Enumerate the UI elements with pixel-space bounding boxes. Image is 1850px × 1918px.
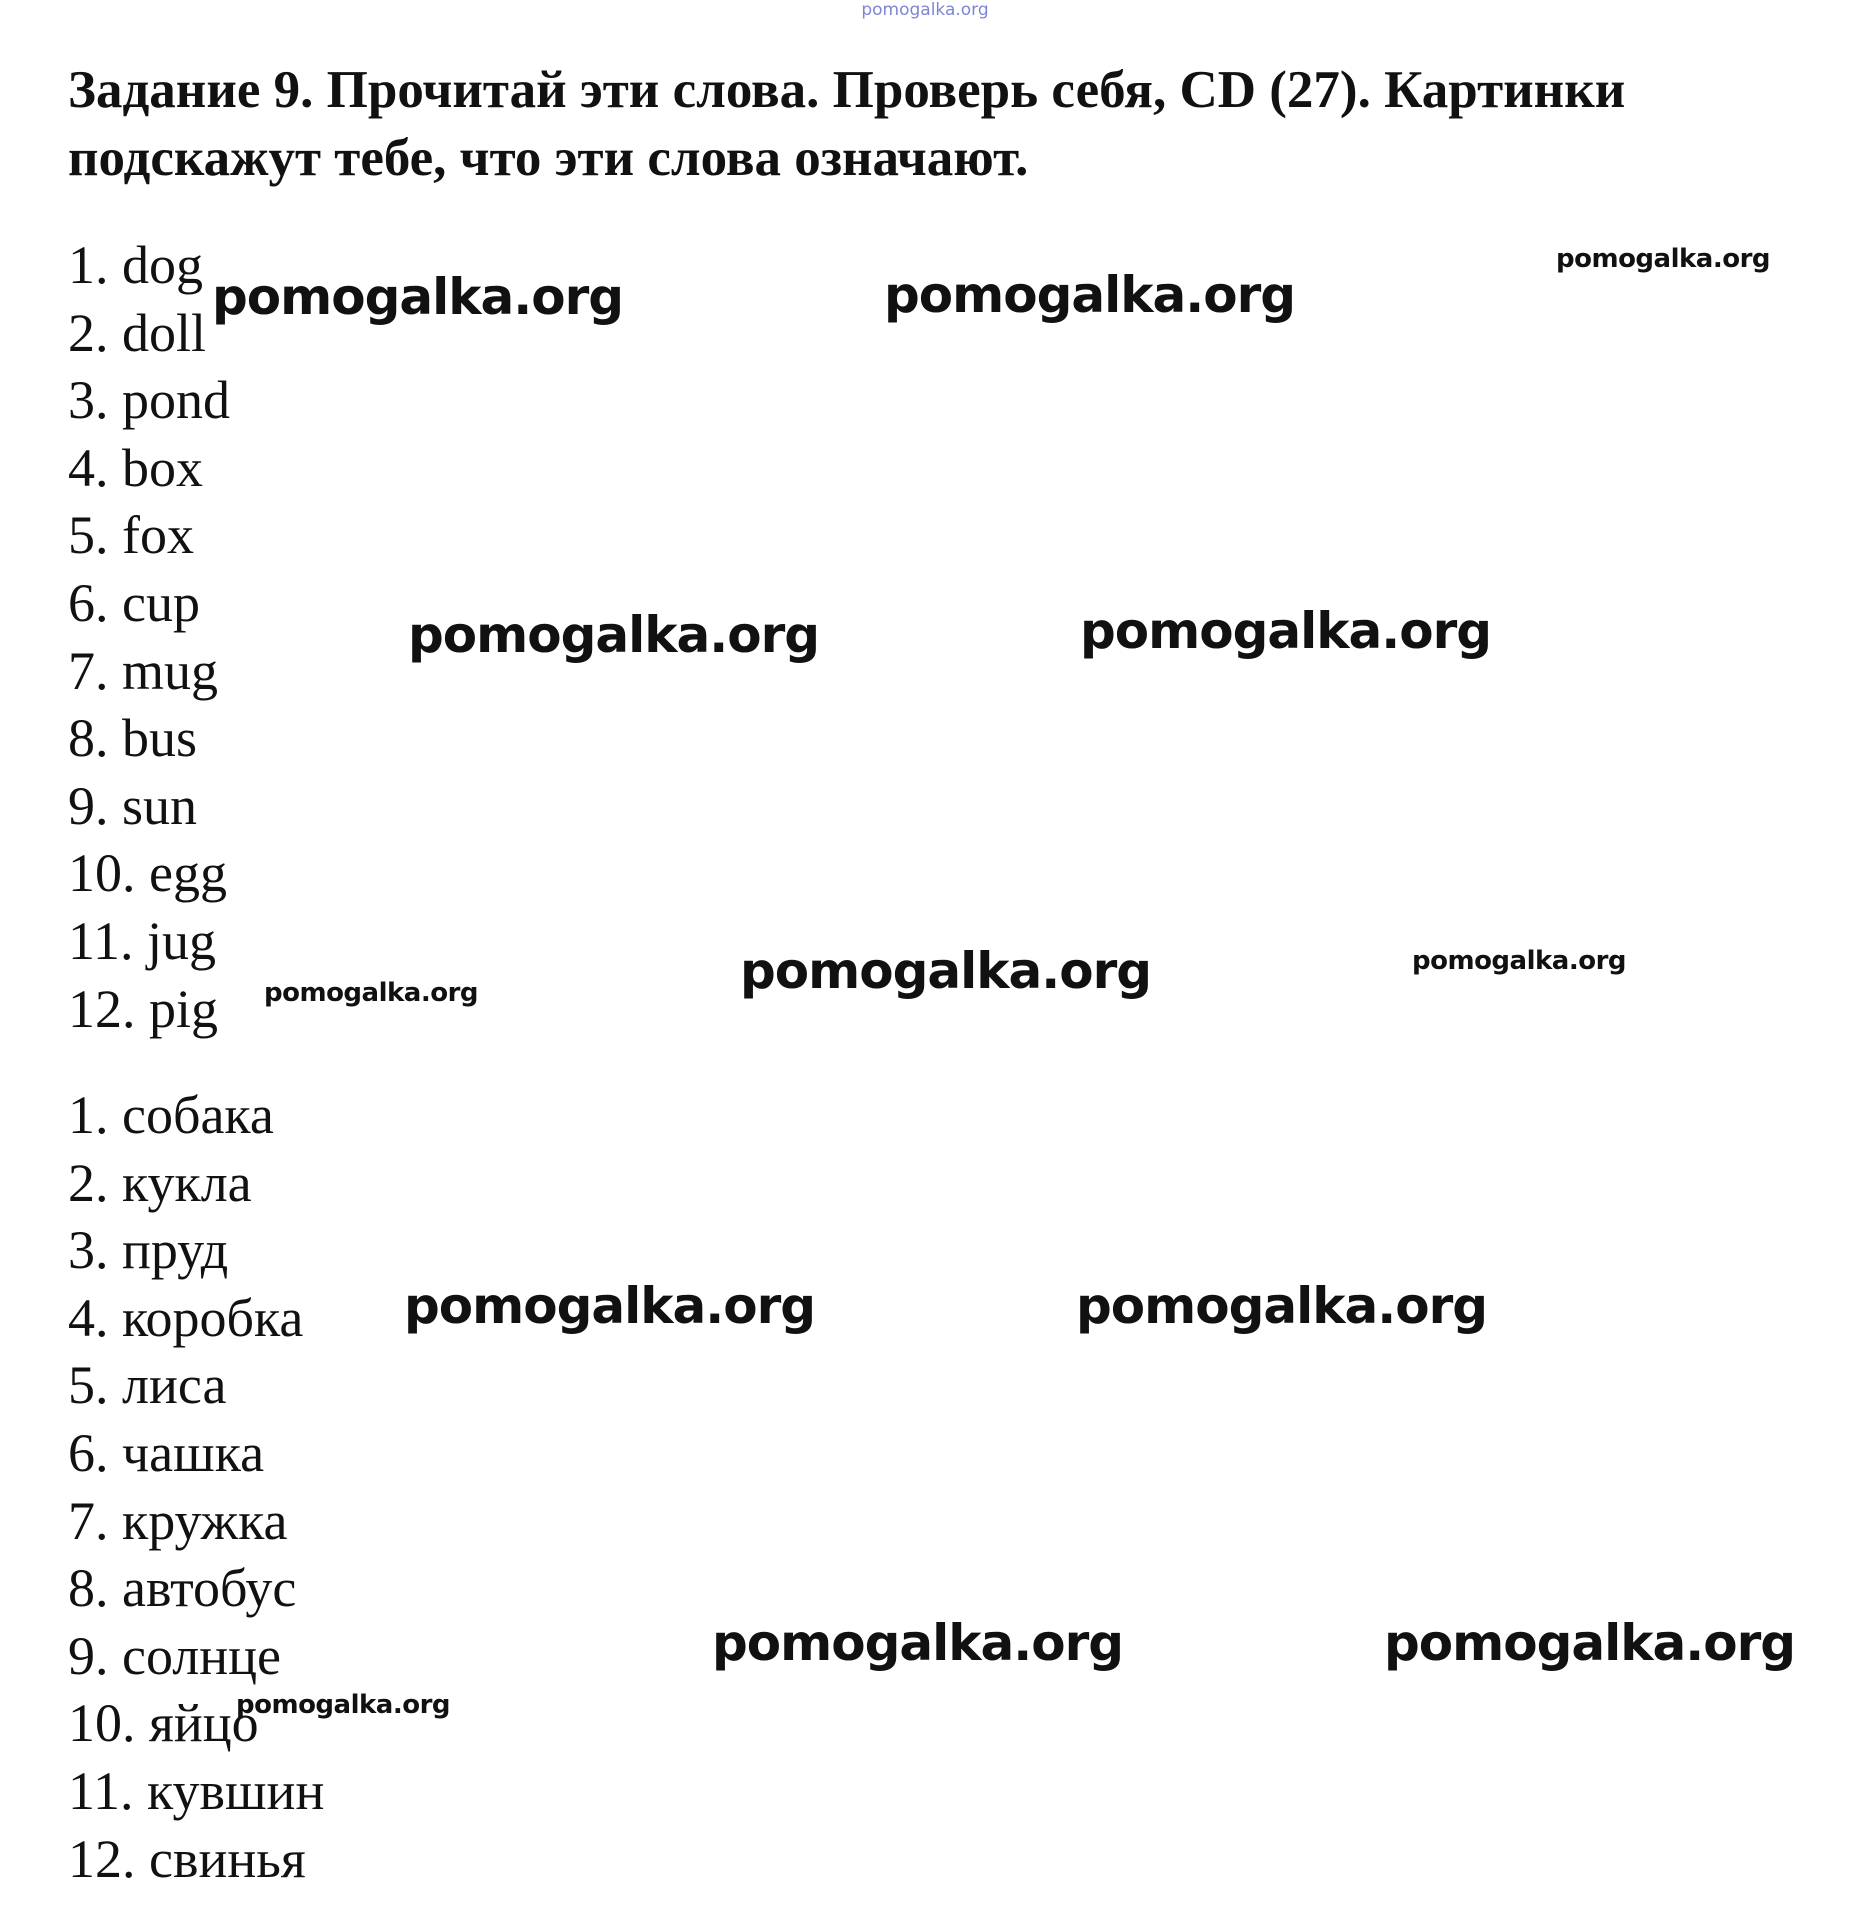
list-item: 6. cup [68,572,200,633]
english-word-list [68,232,230,1043]
list-item: 1. dog [68,235,203,295]
source-watermark: pomogalka.org [861,0,989,20]
list-item: 9. солнце [68,1625,281,1686]
list-item: 2. doll [68,302,207,363]
task-heading-line-2: подскажут тебе, что эти слова означают. [68,129,1029,187]
russian-word-list [68,1082,324,1893]
watermark: pomogalka.org [1556,244,1771,274]
list-item: 11. jug [68,910,216,971]
list-item: 7. mug [68,640,219,701]
list-item: 10. яйцо [68,1693,259,1754]
list-item: 7. кружка [68,1490,288,1551]
list-item: 6. чашка [68,1422,265,1483]
watermark: pomogalka.org [740,942,1152,1000]
watermark: pomogalka.org [712,1614,1124,1672]
list-item: 3. pond [68,370,230,431]
watermark: pomogalka.org [212,268,624,326]
list-item: 12. свинья [68,1828,306,1889]
list-item: 9. sun [68,775,198,836]
list-item: 8. автобус [68,1558,297,1619]
list-item: 3. пруд [68,1220,229,1281]
list-item: 4. box [68,437,203,498]
watermark: pomogalka.org [1076,1277,1488,1335]
watermark: pomogalka.org [884,266,1296,324]
watermark: pomogalka.org [404,1277,816,1335]
task-heading [68,56,1828,192]
list-item: 4. коробка [68,1287,304,1348]
watermark: pomogalka.org [236,1690,451,1720]
watermark: pomogalka.org [1384,1614,1796,1672]
watermark: pomogalka.org [408,606,820,664]
list-item: 10. egg [68,843,227,904]
task-heading-line-1: Задание 9. Прочитай эти слова. Проверь себя, CD (27). Картинки [68,61,1626,119]
list-item: 12. pig [68,978,219,1039]
watermark: pomogalka.org [1412,946,1627,976]
list-item: 8. bus [68,708,198,769]
list-item: 5. fox [68,505,194,566]
list-item: 5. лиса [68,1355,227,1416]
watermark: pomogalka.org [264,978,479,1008]
watermark: pomogalka.org [1080,602,1492,660]
list-item: 2. кукла [68,1152,252,1213]
list-item: 1. собака [68,1085,274,1145]
list-item: 11. кувшин [68,1760,325,1821]
